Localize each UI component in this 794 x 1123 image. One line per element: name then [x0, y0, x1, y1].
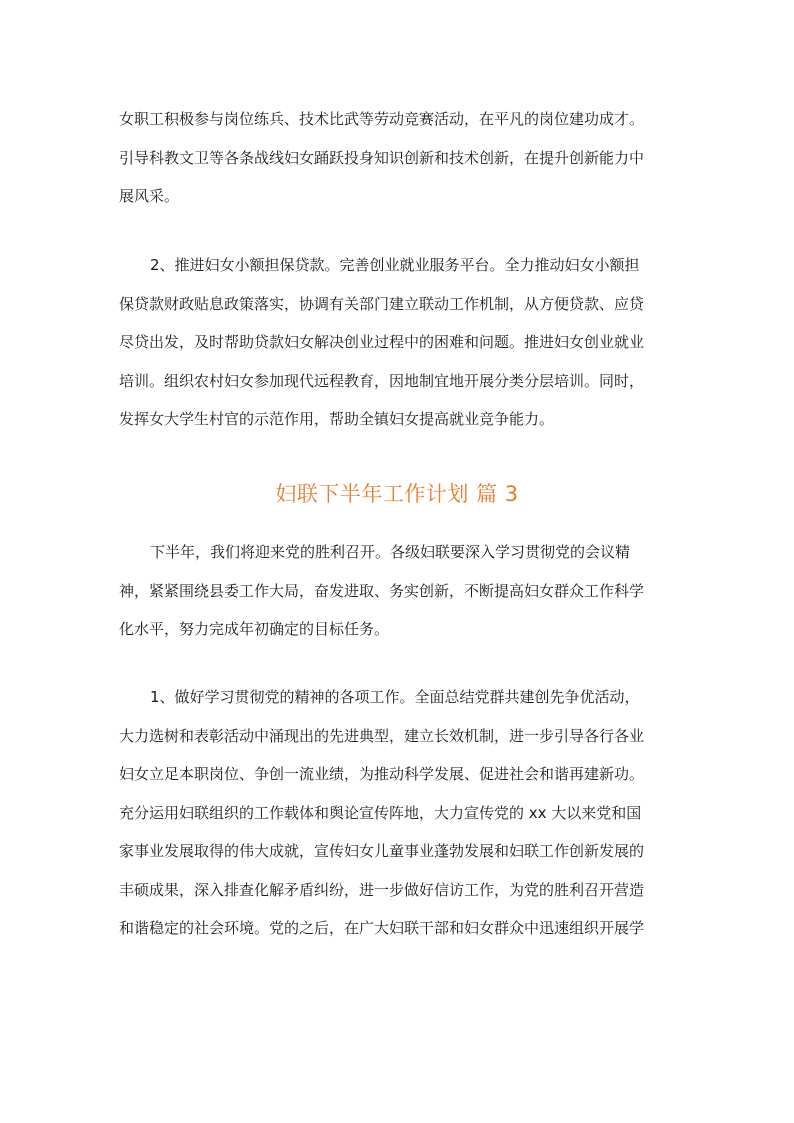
- text-line: 妇女立足本职岗位、争创一流业绩，为推动科学发展、促进社会和谐再建新功。: [119, 765, 645, 783]
- text-line: 家事业发展取得的伟大成就，宣传妇女儿童事业蓬勃发展和妇联工作创新发展的: [119, 842, 645, 860]
- text-line: 培训。组织农村妇女参加现代远程教育，因地制宜地开展分类分层培训。同时，: [119, 371, 645, 390]
- text-line: 化水平，努力完成年初确定的目标任务。: [119, 620, 390, 638]
- paragraph-continuation: [119, 100, 679, 216]
- text-line: 保贷款财政贴息政策落实，协调有关部门建立联动工作机制，从方便贷款、应贷: [119, 294, 645, 313]
- text-line: 展风采。: [119, 187, 180, 205]
- paragraph-loan-guarantee: [119, 246, 679, 439]
- text-line: 下半年，我们将迎来党的胜利召开。各级妇联要深入学习贯彻党的会议精: [150, 543, 631, 561]
- text-line: 充分运用妇联组织的工作载体和舆论宣传阵地，大力宣传党的 xx 大以来党和国: [119, 803, 642, 822]
- text-line: 神，紧紧围绕县委工作大局，奋发进取、务实创新，不断提高妇女群众工作科学: [119, 581, 645, 600]
- text-line: 大力选树和表彰活动中涌现出的先进典型，建立长效机制，进一步引导各行各业: [119, 726, 645, 745]
- paragraph-intro: [119, 533, 679, 649]
- text-line: 丰硕成果，深入排查化解矛盾纠纷，进一步做好信访工作，为党的胜利召开营造: [119, 880, 645, 899]
- text-line: 1、做好学习贯彻党的精神的各项工作。全面总结党群共建创先争优活动，: [150, 688, 640, 706]
- text-line: 引导科教文卫等各条战线妇女踊跃投身知识创新和技术创新，在提升创新能力中: [119, 148, 645, 167]
- text-line: 和谐稳定的社会环境。党的之后，在广大妇联干部和妇女群众中迅速组织开展学: [119, 919, 645, 937]
- section-heading: 妇联下半年工作计划 篇 3: [275, 482, 519, 506]
- text-line: 发挥女大学生村官的示范作用，帮助全镇妇女提高就业竞争能力。: [119, 410, 555, 428]
- paragraph-study-spirit: [119, 678, 679, 948]
- text-line: 女职工积极参与岗位练兵、技术比武等劳动竞赛活动，在平凡的岗位建功成才。: [119, 110, 645, 128]
- text-line: 2、推进妇女小额担保贷款。完善创业就业服务平台。全力推动妇女小额担: [150, 256, 640, 274]
- text-line: 尽贷出发，及时帮助贷款妇女解决创业过程中的困难和问题。推进妇女创业就业: [119, 333, 645, 351]
